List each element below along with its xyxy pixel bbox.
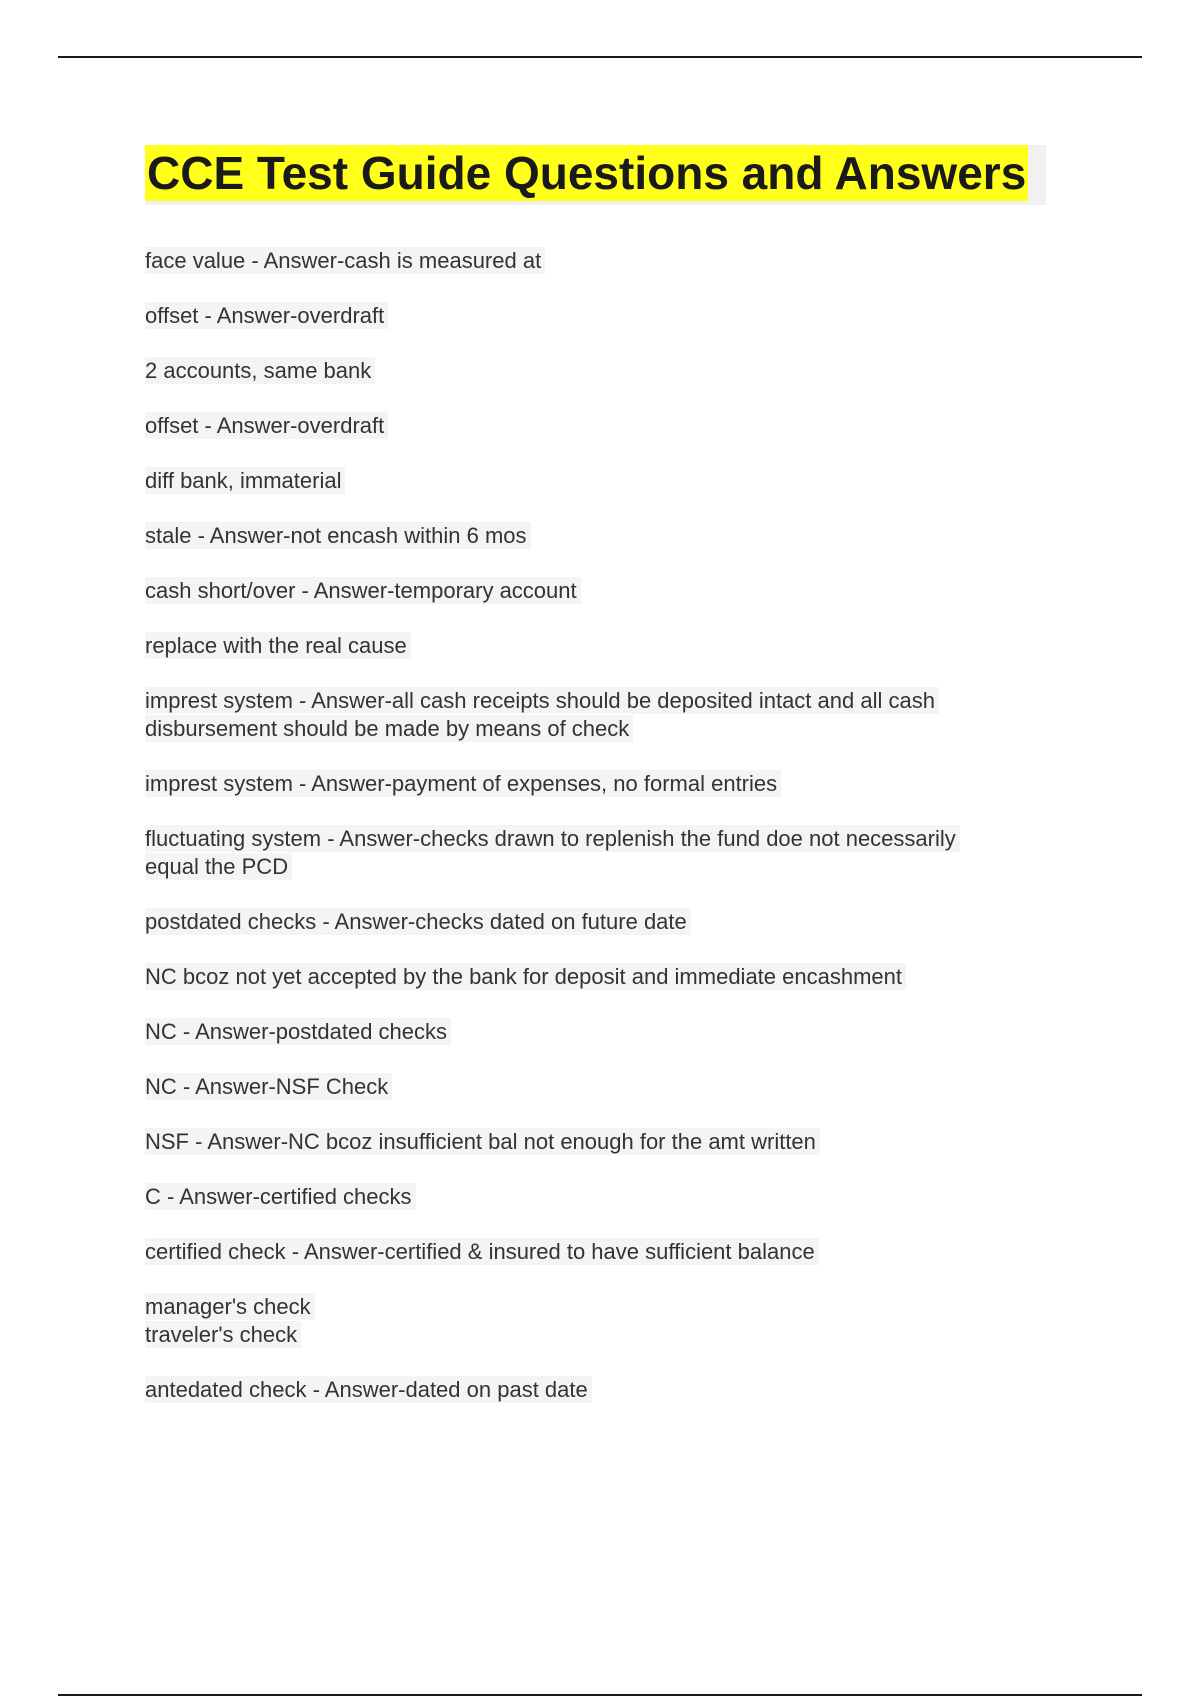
qa-entry-line — [145, 1321, 1105, 1349]
qa-entry — [145, 1293, 1105, 1349]
qa-entry — [145, 467, 1105, 495]
qa-entry — [145, 908, 1105, 936]
qa-entry-line — [145, 247, 1105, 275]
qa-entry-text: NC - Answer-postdated checks — [145, 1018, 451, 1045]
qa-entry-text: stale - Answer-not encash within 6 mos — [145, 522, 531, 549]
qa-entry — [145, 687, 1105, 743]
qa-entry — [145, 1238, 1105, 1266]
qa-entry-text: replace with the real cause — [145, 632, 411, 659]
qa-entry — [145, 1128, 1105, 1156]
qa-entry-list — [145, 247, 1105, 1404]
top-rule — [58, 56, 1142, 58]
qa-entry — [145, 770, 1105, 798]
title-block — [145, 145, 1046, 205]
qa-entry-line — [145, 770, 1105, 798]
qa-entry-text: antedated check - Answer-dated on past date — [145, 1376, 592, 1403]
qa-entry-text: offset - Answer-overdraft — [145, 412, 388, 439]
qa-entry-text: 2 accounts, same bank — [145, 357, 375, 384]
qa-entry-line — [145, 715, 1105, 743]
qa-entry-line — [145, 302, 1105, 330]
qa-entry-text: fluctuating system - Answer-checks drawn to replenish the fund doe not necessarily — [145, 825, 960, 852]
qa-entry — [145, 1073, 1105, 1101]
qa-entry — [145, 1018, 1105, 1046]
qa-entry — [145, 632, 1105, 660]
qa-entry-text: manager's check — [145, 1293, 315, 1320]
qa-entry — [145, 357, 1105, 385]
qa-entry-line — [145, 853, 1105, 881]
qa-entry-line — [145, 1018, 1105, 1046]
qa-entry — [145, 522, 1105, 550]
qa-entry-line — [145, 412, 1105, 440]
qa-entry-text: postdated checks - Answer-checks dated on future date — [145, 908, 691, 935]
qa-entry-line — [145, 632, 1105, 660]
qa-entry-line — [145, 1293, 1105, 1321]
qa-entry-text: imprest system - Answer-all cash receipts should be deposited intact and all cash — [145, 687, 939, 714]
qa-entry — [145, 825, 1105, 881]
qa-entry-line — [145, 1376, 1105, 1404]
qa-entry-line — [145, 1128, 1105, 1156]
qa-entry-line — [145, 1238, 1105, 1266]
document-title: CCE Test Guide Questions and Answers — [147, 147, 1027, 199]
bottom-rule — [58, 1694, 1142, 1696]
qa-entry-line — [145, 357, 1105, 385]
qa-entry-text: C - Answer-certified checks — [145, 1183, 416, 1210]
qa-entry — [145, 963, 1105, 991]
qa-entry-text: equal the PCD — [145, 853, 292, 880]
qa-entry — [145, 577, 1105, 605]
qa-entry-line — [145, 908, 1105, 936]
qa-entry-line — [145, 522, 1105, 550]
qa-entry-text: certified check - Answer-certified & insured to have sufficient balance — [145, 1238, 819, 1265]
qa-entry — [145, 412, 1105, 440]
qa-entry-line — [145, 1183, 1105, 1211]
qa-entry-text: NC bcoz not yet accepted by the bank for deposit and immediate encashment — [145, 963, 906, 990]
qa-entry — [145, 302, 1105, 330]
qa-entry-line — [145, 963, 1105, 991]
qa-entry-text: traveler's check — [145, 1321, 301, 1348]
qa-entry-line — [145, 1073, 1105, 1101]
qa-entry-text: NSF - Answer-NC bcoz insufficient bal not enough for the amt written — [145, 1128, 820, 1155]
qa-entry-text: disbursement should be made by means of check — [145, 715, 633, 742]
qa-entry — [145, 1183, 1105, 1211]
qa-entry — [145, 1376, 1105, 1404]
qa-entry-text: face value - Answer-cash is measured at — [145, 247, 545, 274]
qa-entry-text: cash short/over - Answer-temporary account — [145, 577, 581, 604]
qa-entry-text: imprest system - Answer-payment of expenses, no formal entries — [145, 770, 781, 797]
qa-entry-line — [145, 577, 1105, 605]
qa-entry — [145, 247, 1105, 275]
document-body — [145, 145, 1105, 1431]
qa-entry-line — [145, 687, 1105, 715]
qa-entry-line — [145, 467, 1105, 495]
qa-entry-line — [145, 825, 1105, 853]
qa-entry-text: diff bank, immaterial — [145, 467, 345, 494]
qa-entry-text: NC - Answer-NSF Check — [145, 1073, 392, 1100]
qa-entry-text: offset - Answer-overdraft — [145, 302, 388, 329]
